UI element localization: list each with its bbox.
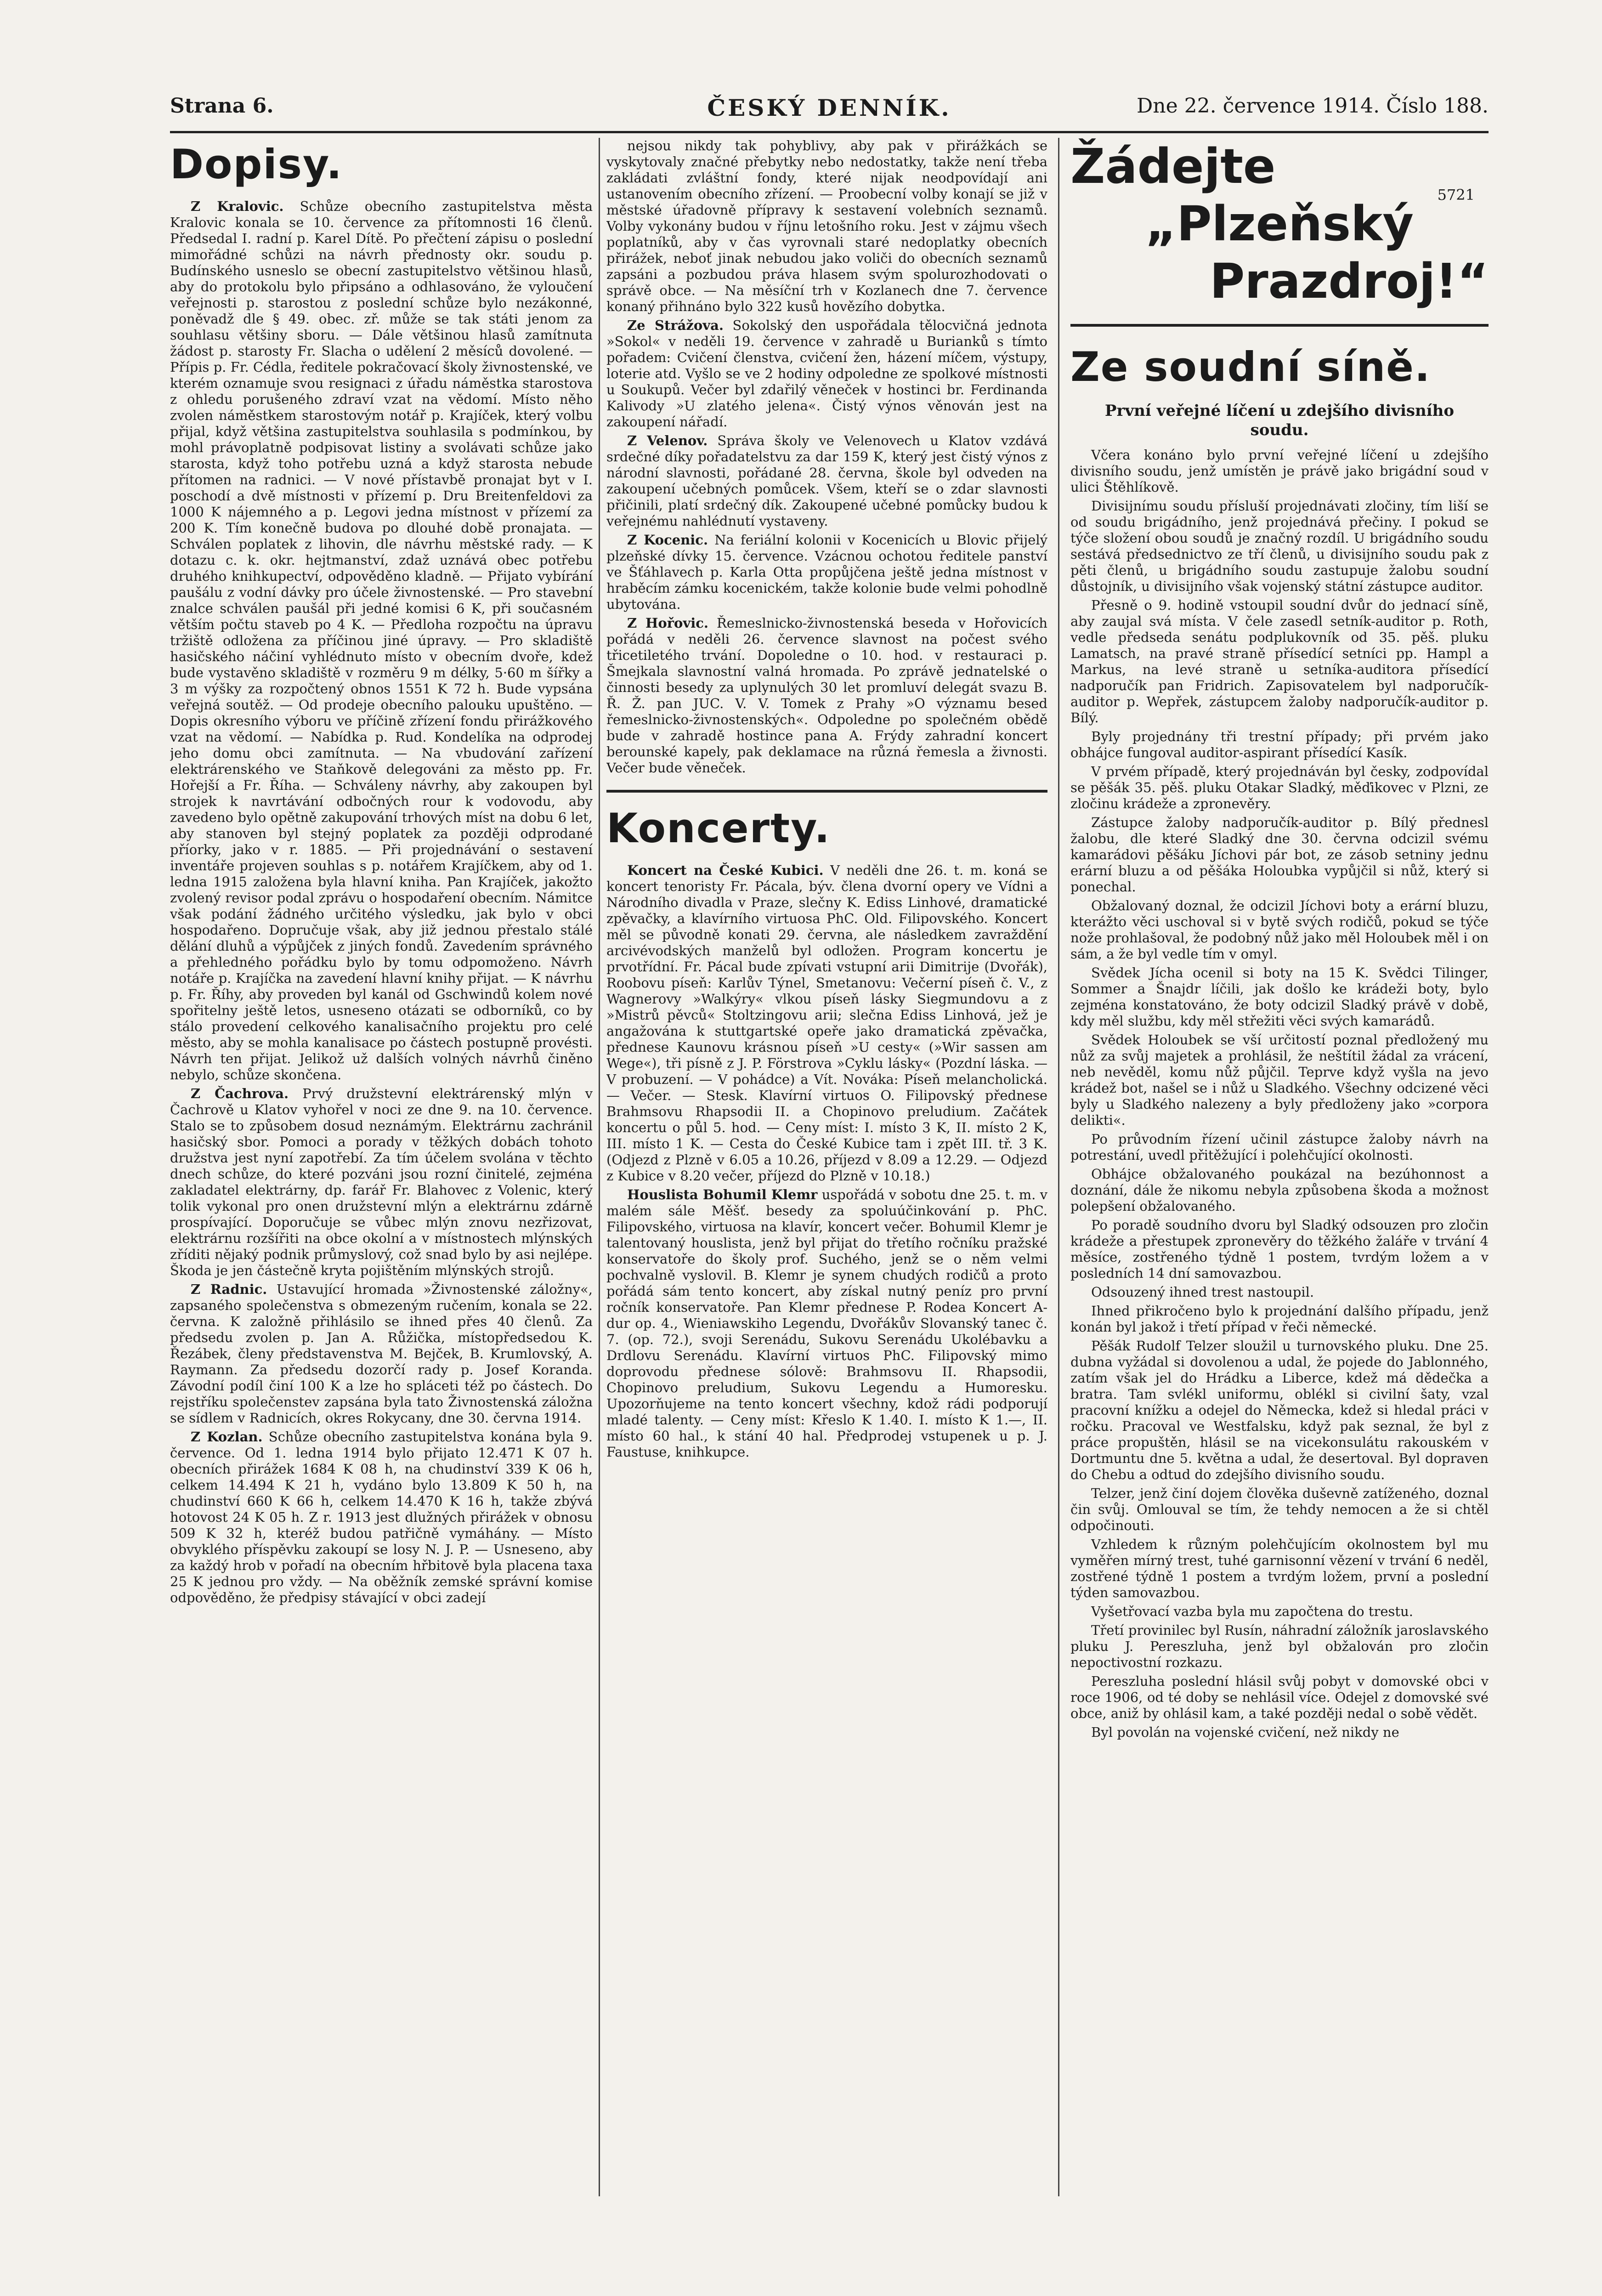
paragraph-lead: Z Hořovic. [627, 615, 708, 631]
article-paragraph [1070, 1673, 1489, 1722]
article-paragraph [1070, 1604, 1489, 1620]
section-subtitle: První veřejné líčení u zdejšího divisního soudu. [1104, 401, 1455, 439]
paragraph-text: Ustavující hromada »Živnostenské záložny«, zapsaného společenstva s obmezeným ručením, konala se 22. června. K založně přihlásilo se ihned přes 40 členů. Za předsedu zvolen p. Jan A. Růžička, místopředsedou K. Řezábek, členy představenstva M. Bejček, B. Krumlovský, A. Raymann. Za předsedu dozorčí rady p. Josef Korandа. Závodní podíl činí 100 K a lze ho spláceti též po částech. Do rejstříku společenstev zapsána byla tato Živnostenská záložna se sídlem v Radnicích, okres Rokycany, dne 30. června 1914. [170, 1281, 593, 1426]
article-paragraph [1070, 1032, 1489, 1128]
paragraph-text: Zástupce žaloby nadporučík-auditor p. Bílý přednesl žalobu, dle které Sladký dne 30. června odcizil svému kamarádovi pěšáku Jíchovi pár bot, ze zásob setniny jednu erární bluzu a od pěšáka Holoubka vypůjčil si nůž, který si ponechal. [1070, 814, 1489, 895]
article-paragraph [606, 862, 1047, 1184]
paragraph-text: Vyšetřovací vazba byla mu započtena do trestu. [1091, 1603, 1413, 1619]
article-paragraph [1070, 1622, 1489, 1671]
paragraph-text: Byly projednány tři trestní případy; při prvém jako obhájce fungoval auditor-aspirant přísedící Kasík. [1070, 728, 1489, 760]
column-3 [1070, 138, 1489, 2196]
paragraph-text: Ihned přikročeno bylo k projednání dalšího případu, jenž konán byl jakož i třetí případ v řeči německé. [1070, 1303, 1489, 1335]
paragraph-text: Po poradě soudního dvoru byl Sladký odsouzen pro zločin krádeže a přestupek zpronevěry do těžkého žaláře v trvání 4 měsíce, zostřeného týdně 1 postem, tvrdým ložem a v posledních 14 dní samovazbou. [1070, 1217, 1489, 1281]
paragraph-text: Řemeslnicko-živnostenská beseda v Hořovicích pořádá v neděli 26. července slavnost na počest svého třicetiletého trvání. Dopoledne o 10. hod. v restauraci p. Šmejkala slavnostní valná hromada. Po zprávě jednatelské o činnosti besedy za uplynulých 30 let promluví delegát svazu B. Ř. Ž. pan JUC. V. V. Tomek z Prahy »O významu besed řemeslnicko-živnostenských«. Odpoledne po společném obědě bude v zahradě hostince pana A. Frýdy zahradní koncert berounské kapely, pak deklamace na různá řemesla a živnosti. Večer bude věneček. [606, 615, 1047, 776]
paragraph-text: Svědek Jícha ocenil si boty na 15 K. Svědci Tilinger, Sommer a Šnajdr líčili, jak došlo ke krádeži boty, bylo zejména konstatováno, že boty odcizil Sladký právě v době, kdy měl službu, kdy měl střežiti věci svých kamarádů. [1070, 964, 1489, 1029]
article-paragraph [170, 198, 593, 1083]
dopisy-body [170, 198, 593, 1606]
paragraph-text: V prvém případě, který projednáván byl česky, zodpovídal se pěšák 35. pěš. pluku Otakar Sladký, měďikovec v Plzni, ze zločinu krádeže a zpronevěry. [1070, 763, 1489, 811]
paragraph-text: Pereszluha poslední hlásil svůj pobyt v domovské obci v roce 1906, od té doby se nehlásil více. Odejel z domovské své obce, aniž by ohlásil kam, a také později nedal o sobě vědět. [1070, 1673, 1489, 1721]
advertisement [1070, 138, 1489, 327]
column-2 [606, 138, 1047, 2196]
column-divider [1058, 138, 1059, 2196]
section-heading-koncerty: Koncerty. [606, 805, 831, 852]
paragraph-lead: Z Čachrova. [191, 1085, 289, 1101]
page-number: Strana 6. [170, 94, 274, 118]
section-heading-soud: Ze soudní síně. [1070, 343, 1431, 391]
article-paragraph [1070, 1131, 1489, 1163]
paragraph-text: Správa školy ve Velenovech u Klatov vzdává srdečné díky pořadatelstvu za dar 159 K, který jest čistý výnos z národní slavnosti, pořádané 28. června, škole byl odveden na zakoupení učebných pomůcek. Všem, kteří se o zdar slavnosti přičinili, platí srdečný dík. Zakoupené učebné pomůcky budou k veřejnému nahlédnutí vystaveny. [606, 433, 1047, 529]
article-paragraph [170, 1429, 593, 1606]
article-paragraph [606, 317, 1047, 430]
column-divider [599, 138, 600, 2196]
article-paragraph [1070, 815, 1489, 895]
article-paragraph [606, 615, 1047, 776]
paragraph-text: Přesně o 9. hodině vstoupil soudní dvůr do jednací síně, aby zaujal svá místa. V čele zasedl setník-auditor p. Roth, vedle předseda senátu podplukovník od 35. pěš. pluku Lamatsch, na pravé straně přísedící setníci pp. Hampl a Markus, na levé straně u setníka-auditora přísedící nadporučík pan Fridrich. Zapisovatelem byl nadporučík-auditor p. Wepřek, zástupcem žaloby nadporučík-auditor p. Bílý. [1070, 597, 1489, 726]
article-paragraph [1070, 1485, 1489, 1534]
paragraph-text: Vzhledem k různým polehčujícím okolnostem byl mu vyměřen mírný trest, tuhé garnisonní vězení v trvání 6 neděl, zostřené týdně 1 postem a tvrdým ložem, první a poslední týden samovazbou. [1070, 1536, 1489, 1600]
article-paragraph [1070, 1217, 1489, 1281]
paragraph-text: uspořádá v sobotu dne 25. t. m. v malém sále Měšť. besedy za spoluúčinkování p. PhC. Filipovského, virtuosa na klavír, koncert večer. Bohumil Klemr je talentovaný houslista, jenž byl přijat do třetího ročníku pražské konservatoře do školy prof. Suchého, jenž se o něm velmi pochvalně vyslovil. B. Klemr je synem chudých rodičů a proto pořádá sám tento koncert, aby získal nutný peníz pro první ročník konservatoře. Pan Klemr přednese P. Rodea Koncert A-dur op. 4., Wieniawskiho Legendu, Dvořákův Slovanský tanec č. 7. (op. 72.), svoji Serenádu, Sukovu Serenádu Ukolébavku a Drdlovu Serenádu. Klavírní virtuos PhC. Filipovský mimo doprovodu přednese sólově: Brahmsovu II. Rhapsodii, Chopinovo preludium, Sukovu Legendu a Humoresku. Upozorňujeme na tento koncert všechny, kdož rádi podporují mladé talenty. — Ceny míst: Křeslo K 1.40. I. místo K 1.—, II. místo 60 hal., k stání 40 hal. Předprodej vstupenek u p. J. Faustuse, knihkupce. [606, 1186, 1047, 1460]
article-paragraph [606, 138, 1047, 315]
newspaper-title: ČESKÝ DENNÍK. [707, 94, 951, 121]
paragraph-text: Třetí provinilec byl Rusín, náhradní záložník jaroslavského pluku J. Pereszluha, jenž byl obžalován pro zločin nepoctivostní rozkazu. [1070, 1622, 1489, 1670]
article-paragraph [606, 433, 1047, 529]
soud-body [1070, 447, 1489, 1740]
page-header [170, 94, 1489, 131]
article-paragraph [1070, 498, 1489, 595]
article-paragraph [170, 1086, 593, 1279]
ad-line-3: Prazdroj!“ [1210, 253, 1489, 309]
paragraph-text: Po průvodním řízení učinil zástupce žaloby návrh na potrestání, uvedl přitěžující i polehčující okolnosti. [1070, 1131, 1489, 1163]
paragraph-text: Obhájce obžalovaného poukázal na bezúhonnost a doznání, dále že nikomu nebyla způsobena škoda a možnost polepšení obžalovaného. [1070, 1166, 1489, 1214]
paragraph-text: Byl povolán na vojenské cvičení, než nikdy ne [1091, 1724, 1399, 1740]
article-paragraph [170, 1281, 593, 1426]
paragraph-text: Schůze obecního zastupitelstva konána byla 9. července. Od 1. ledna 1914 bylo přijato 12.471 K 07 h. obecních přirážek 1684 K 08 h, na chudinství 339 K 06 h, celkem 14.494 K 21 h, vydáno bylo 13.809 K 50 h, na chudinství 660 K 66 h, celkem 14.470 K 16 h, takže zbývá hotovost 24 K 05 h. Z r. 1913 jest dlužných přirážek v obnosu 509 K 32 h, kteréž budou patřičně vymáhány. — Místo obvyklého příspěvku zakoupí se losy N. J. P. — Usneseno, aby za každý hrob v pořadí na obecním hřbitově byla placena taxa 25 K jednou pro vždy. — Na oběžník zemské správní komise odpověděno, že předpisy stávající v obci zadejí [170, 1429, 593, 1605]
ad-number: 5721 [1437, 186, 1475, 204]
section-rule [606, 790, 1047, 793]
article-paragraph [1070, 1338, 1489, 1483]
paragraph-lead: Koncert na České Kubici. [627, 862, 824, 878]
paragraph-lead: Z Radnic. [191, 1281, 267, 1297]
paragraph-lead: Z Kocenic. [627, 532, 708, 548]
paragraph-lead: Houslista Bohumil Klemr [627, 1186, 818, 1202]
paragraph-text: Divisijnímu soudu přísluší projednávati zločiny, tím liší se od soudu brigádního, jenž projednává přečiny. I pokud se týče složení obou soudů je značný rozdíl. U brigádního soudu sestává předsednictvo ze tří členů, u divisijního soudu pak z pěti členů, u brigádního soudu zastupuje žalobu soudní důstojník, u divisijního však vojenský státní zástupce auditor. [1070, 498, 1489, 594]
paragraph-text: nejsou nikdy tak pohyblivy, aby pak v přirážkách se vyskytovaly značné přebytky nebo nedostatky, takže není třeba zakládati zvláštní fondy, které nijak neodpovídají ani ustanovením obecního zřízení. — Proobecní volby konají se již v městské úřadovně přípravy k sestavení volebních seznamů. Volby vykonány budou v říjnu letošního roku. Jest v zájmu všech poplatníků, aby v čas vyrovnali staré nedoplatky obecních přirážek, neboť jinak nebudou jako voliči do obecních seznamů zapsáni a pozbudou práva hlasem svým spolurozhodovati o správě obce. — Na měsíční trh v Kozlanech dne 7. července konaný přihnáno bylo 322 kusů hovězího dobytka. [606, 138, 1047, 314]
paragraph-text: Včera konáno bylo první veřejné líčení u zdejšího divisního soudu, jenž umístěn je právě jako brigádní soud v ulici Štěhlíkově. [1070, 447, 1489, 495]
paragraph-text: Prvý družstevní elektrárenský mlýn v Čachrově u Klatov vyhořel v noci ze dne 9. na 10. července. Stalo se to způsobem dosud neznámým. Elektrárnu zachránil hasičský sbor. Pomoci a porady v těžkých dobách tohoto družstva jest nyní zapotřebí. Za tím účelem svolána v těchto dnech schůze, do které pozváni jsou rozní činitelé, zejména zakladatel elektrárny, dp. farář Fr. Blahovec z Volenic, který tolik vykonal pro onen družstevní mlýn a elektrárnu zdárně prospívající. Doporučuje se vůbec mlýn znovu nezřizovat, elektrárnu rozšířiti na obce okolní a v místnostech mlýnských zříditi nějaký podnik průmyslový, což snad bylo by asi nejlépe. Škoda je jen částečně kryta pojištěním mlýnských strojů. [170, 1085, 593, 1278]
article-paragraph [1070, 1536, 1489, 1601]
paragraph-text: Svědek Holoubek se vší určitostí poznal předložený mu nůž za svůj majetek a prohlásil, že neštítil žádal za vrácení, neb nevěděl, komu nůž půjčil. Teprve když vyšla na jevo krádež bot, našel se i nůž u Sladkého. Všechny odcizené věci byly u Sladkého nalezeny a byly předloženy jako »corpora delikti«. [1070, 1032, 1489, 1128]
paragraph-lead: Z Kozlan. [191, 1429, 263, 1445]
issue-date: Dne 22. července 1914. Číslo 188. [1136, 94, 1489, 118]
ad-line-1: Žádejte [1070, 138, 1276, 194]
article-paragraph [1070, 447, 1489, 495]
article-paragraph [1070, 764, 1489, 812]
article-paragraph [1070, 597, 1489, 726]
article-paragraph [1070, 1166, 1489, 1214]
dopisy-continued [606, 138, 1047, 776]
article-paragraph [606, 532, 1047, 612]
column-1 [170, 138, 593, 2196]
article-paragraph [1070, 965, 1489, 1029]
section-heading-dopisy: Dopisy. [170, 141, 343, 188]
paragraph-text: Na feriální kolonii v Kocenicích u Blovic přijelý plzeňské dívky 15. července. Vzácnou ochotou ředitele panství ve Šťáhlavech p. Karla Otta propůjčena ještě jedna místnost v hraběcím zámku kocenickém, takže kolonie bude velmi pohodlně ubytována. [606, 532, 1047, 612]
paragraph-lead: Z Velenov. [627, 433, 708, 448]
paragraph-text: Schůze obecního zastupitelstva města Kralovic konala se 10. července za přítomnosti 16 členů. Předsedal I. radní p. Karel Dítě. Po přečtení zápisu o poslední mimořádné schůzi na návrh přednosty okr. soudu p. Budínského usneslo se obecní zastupitelstvo většinou hlasů, aby do protokolu bylo připsáno a odhlasováno, že vyloučení veřejnosti p. starostou z poslední schůze bylo nezákonné, poněvadž dle § 49. obec. zř. může se tak státi jenom za souhlasu většiny sboru. — Dále většinou hlasů zamítnuta žádost p. starosty Fr. Slacha o udělení 2 měsíců dovolené. — Přípis p. Fr. Cédla, ředitele pokračovací školy živnostenské, ve kterém oznamuje svou resignaci z úřadu náměstka starostova z ohledu porušeného zdraví vzat na vědomí. Místo něho zvolen náměstkem starostovým notář p. Krajíček, který volbu přijal, když většina zastupitelstva souhlasila s podmínkou, by mohl právoplatně podpisovat listiny a svolávati schůze jako starosta, když toho potřebu uzná a když starosta nebude přítomen na radnici. — V nové přístavbě pronajat byt v I. poschodí a dvě místnosti v přízemí p. Dru Breitenfeldovi za 1000 K nájemného a p. Legovi jedna místnost v přízemí za 200 K. Tím konečně budova po dlouhé době pronajata. — Schválen poplatek z lihovin, dle návrhu městské rady. — K dotazu c. k. okr. hejtmanství, zdaž uznává obec potřebu druhého knihkupectví, odpověděno kladně. — Přijato vybírání paušálu z vodní dávky pro účele živnostenské. — Pro stavební znalce schválen paušál při jedné komisi 6 K, při současném větším počtu staveb po 4 K. — Předloha rozpočtu na úpravu tržiště odložena za příčinou jiné úpravy. — Pro skladiště hasičského náčiní vyhlédnuto místo v obecním dvoře, kdež bude vystavěno skladiště v rozměru 9 m délky, 5·60 m šířky a 3 m výšky za rozpočtený obnos 1551 K 72 h. Bude vypsána veřejná soutěž. — Od prodeje obecního palouku upuštěno. — Dopis okresního výboru ve příčině zřízení fondu přirážkového vzat na vědomí. — Nabídka p. Rud. Kondelíka na odprodej jeho domu obci zamítnuta. — Na vbudování zařízení elektrárenského ve Staňkově delegováni za město pp. Fr. Hořejší a Fr. Říha. — Schváleny návrhy, aby zakoupen byl strojek k navrtávání odbočných rour k vodovodu, aby zavedeno bylo opětně zakupování trhových míst na dobu 6 let, aby stanoven byl stejný poplatek za později odprodané příorky, jako v r. 1885. — Při projednávání o sestavení inventáře projeven souhlas s p. notářem Krajíčkem, aby od 1. ledna 1915 založena byla hlavní kniha. Pan Krajíček, jakožto zvolený revisor podal zprávu o hospodaření obecním. Námitce však podání žádného určitého výsledku, jak bylo v obci hospodařeno. Dopručuje však, aby již jednou přestalo stálé dělání dluhů a výpůjček z jiných fondů. Zavedením správného a přehledného pořádku bylo by tomu odpomoženo. Návrh notáře p. Krajíčka na zavedení hlavní knihy přijat. — K návrhu p. Fr. Říhy, aby proveden byl kanál od Gschwindů kolem nové spořitelny ještě letos, usneseno otázati se odborníků, co by stálo provedení celkového kanalisačního projektu pro celé město, aby se mohla kanalisace po částech postupně provésti. Návrh ten přijat. Jelikož už dalších volných návrhů činěno nebylo, schůze skončena. [170, 198, 593, 1083]
article-paragraph [1070, 1284, 1489, 1300]
article-paragraph [606, 1187, 1047, 1460]
article-paragraph [1070, 729, 1489, 761]
paragraph-text: Obžalovaný doznal, že odcizil Jíchovi boty a erární bluzu, kterážto věci uschoval si v bytě svých rodičů, pokud se týče nože prohlašoval, že podobný nůž jako měl Holoubek měl i on sám, a že byl vedle tím v omyl. [1070, 897, 1489, 962]
paragraph-text: Telzer, jenž činí dojem člověka duševně zatíženého, doznal čin svůj. Omlouval se tím, že tehdy nemocen a že si chtěl odpočinouti. [1070, 1485, 1489, 1533]
paragraph-lead: Z Kralovic. [191, 198, 284, 214]
article-paragraph [1070, 1724, 1489, 1740]
paragraph-text: Pěšák Rudolf Telzer sloužil u turnovského pluku. Dne 25. dubna vyžádal si dovolenou a udal, že pojede do Jablonného, zatím však jel do Hrádku a Liberce, kdež má dědečka a bratra. Tam svlékl uniformu, oblékl si civilní šaty, vzal pracovní knížku a odejel do Německa, kdež si hledal práci v ročku. Pracoval ve Westfalsku, když pak seznal, že byl z práce propuštěn, hlásil se na vicekonsulátu rakouském v Dortmuntu dne 5. května a udal, že desertoval. Byl dopraven do Chebu a odtud do zdejšího divisního soudu. [1070, 1338, 1489, 1482]
koncerty-body [606, 862, 1047, 1460]
ad-line-2: „Plzeňský [1145, 196, 1414, 252]
paragraph-text: Sokolský den uspořádala tělocvičná jednota »Sokol« v neděli 19. července v zahradě u Burianků s tímto pořadem: Cvičení členstva, cvičení žen, házení míčem, výstupy, loterie atd. Vyšlo se ve 2 hodiny odpoledne ze spolkové místnosti u Soukupů. Večer byl zdařilý věneček v hostinci br. Ferdinanda Kalivody »U zlatého jelena«. Čistý výnos věnován jest na zakoupení nářadí. [606, 317, 1047, 430]
article-paragraph [1070, 898, 1489, 962]
header-rule [170, 131, 1489, 133]
paragraph-text: Odsouzený ihned trest nastoupil. [1091, 1284, 1314, 1300]
paragraph-text: V neděli dne 26. t. m. koná se koncert tenoristy Fr. Pácala, býv. člena dvorní opery ve Vídni a Národního divadla v Praze, slečny K. Ediss Linhové, dramatické zpěvačky, a klavírního virtuosa PhC. Old. Filipovského. Koncert měl se původně konati 29. června, ale následkem zavraždění arcivévodských manželů byl odložen. Program koncertu je prvotřídní. Fr. Pácal bude zpívati vstupní arii Dimitrije (Dvořák), Roobovu píseň: Karlův Týnel, Smetanovu: Večerní píseň č. V., z Wagnerovy »Walkýry« vlkou píseň lásky Siegmundovu a z »Mistrů pěvců« Stoltzingovu arii; slečna Ediss Linhová, jež je angažována k stuttgartské opeře jako dramatická zpěvačka, přednese Kaunovu krásnou píseň »U cesty« (»Wir sassen am Wege«), tři písně z J. P. Förstrova »Cyklu lásky« (Pozdní láska. — V probuzení. — V pohádce) a Vít. Nováka: Píseň melancholická. — Večer. — Stesk. Klavírní virtuos O. Filipovský přednese Brahmsovu Rhapsodii II. a Chopinovo preludium. Začátek koncertu o půl 5. hod. — Ceny míst: I. místo 3 K, II. místo 2 K, III. místo 1 K. — Cesta do České Kubice tam i zpět III. tř. 3 K. (Odjezd z Plzně v 6.05 a 10.26, příjezd v 8.09 a 12.29. — Odjezd z Kubice v 8.20 večer, příjezd do Plzně v 10.18.) [606, 862, 1047, 1184]
paragraph-lead: Ze Strážova. [627, 317, 724, 333]
article-paragraph [1070, 1303, 1489, 1335]
